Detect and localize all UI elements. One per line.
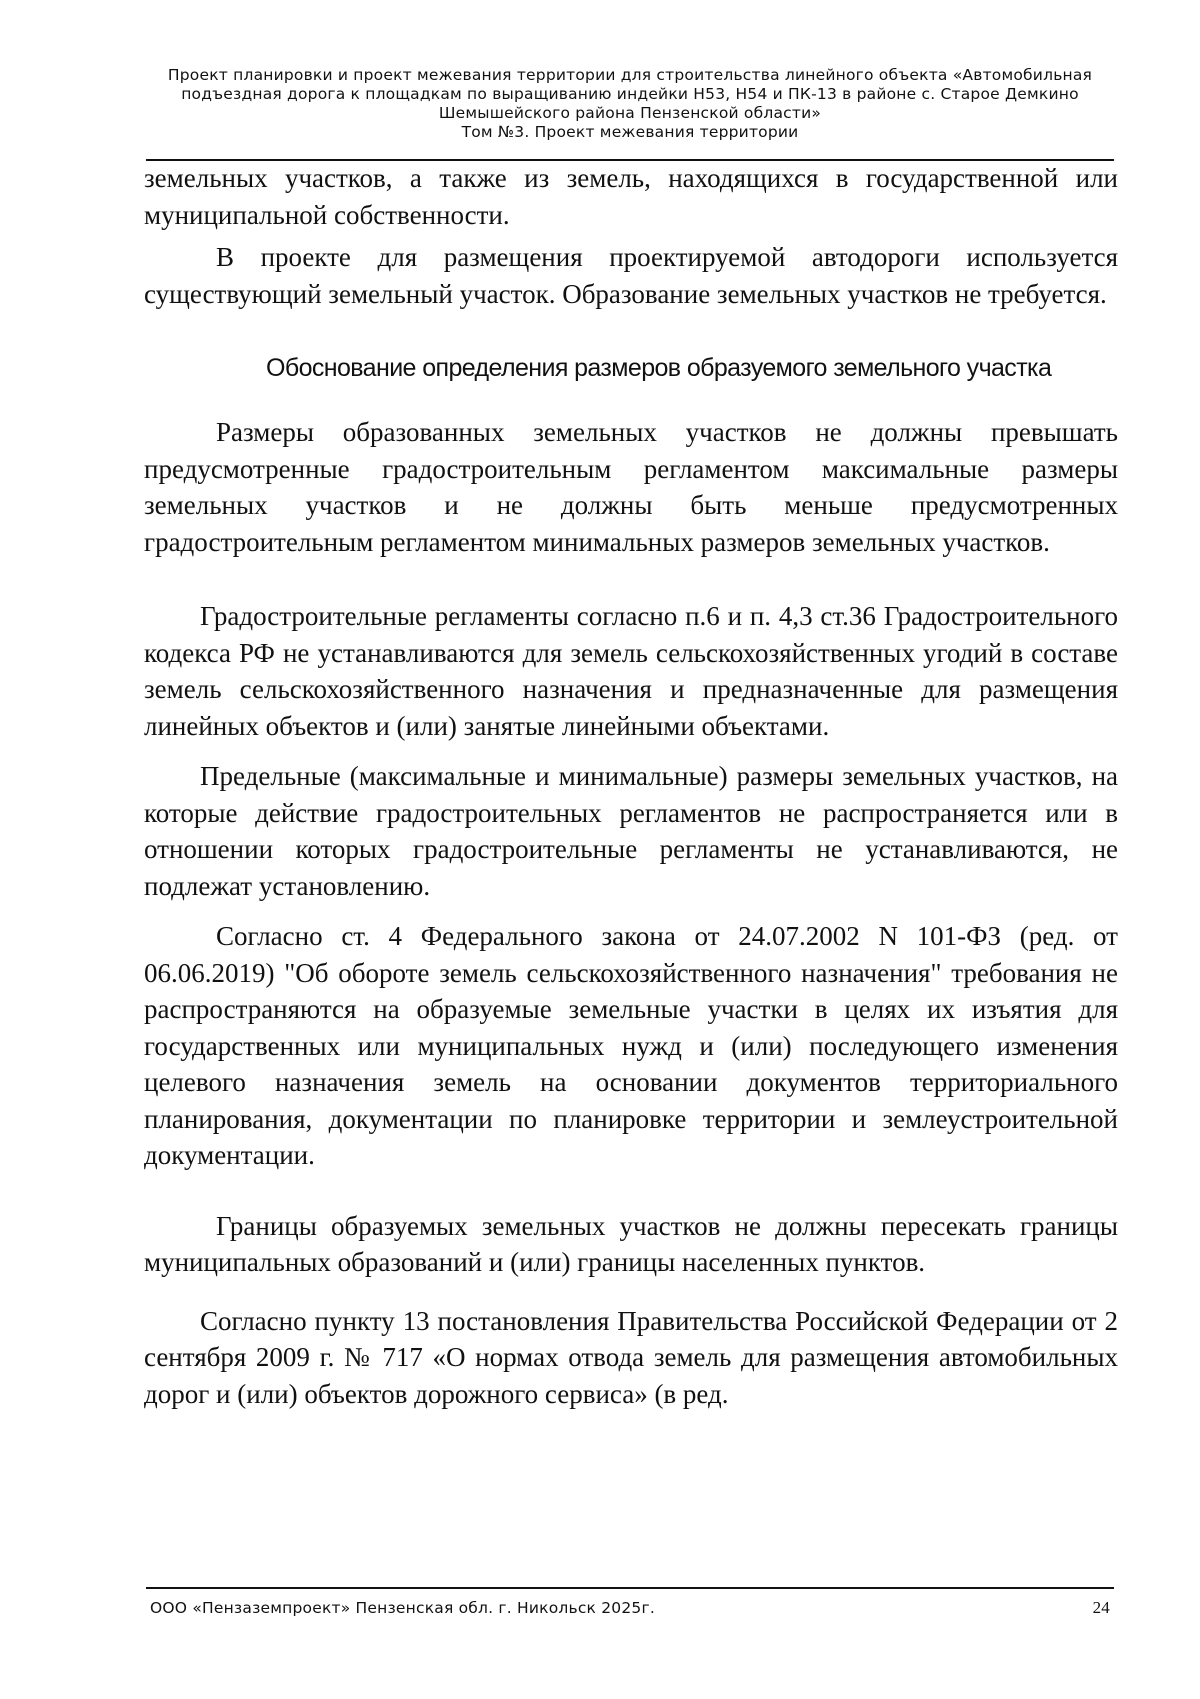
page-number: 24: [1092, 1598, 1110, 1617]
section-heading: Обоснование определения размеров образуемого земельного участка: [266, 354, 1052, 382]
paragraph-existing-plot: В проекте для размещения проектируемой автодороги используется существующий земельный участок. Образование земельных участков не требуется.: [144, 242, 1118, 309]
paragraph-limit-sizes: Предельные (максимальные и минимальные) размеры земельных участков, на которые действие градостроительных регламентов не распространяется или в отношении которых градостроительные регламенты не устанавливаются, не подлежат установлению.: [144, 761, 1118, 901]
footer-organization: ООО «Пензаземпроект» Пензенская обл. г. Никольск 2025г.: [150, 1599, 655, 1617]
document-body: [144, 160, 1118, 1412]
paragraph-federal-law: Согласно ст. 4 Федерального закона от 24.07.2002 N 101-ФЗ (ред. от 06.06.2019) "Об обороте земель сельскохозяйственного назначения" требования не распространяются на образуемые земельные участки в целях их изъятия для государственных или муниципальных нужд и (или) последующего изменения целевого назначения земель на основании документов территориального планирования, документации по планировке территории и землеустроительной документации.: [144, 921, 1118, 1170]
paragraph-continuation: земельных участков, а также из земель, находящихся в государственной или муниципальной собственности.: [144, 163, 1118, 230]
header-line-4: Том №3. Проект межевания территории: [461, 123, 799, 141]
footer-divider: [146, 1587, 1114, 1589]
header-line-1: Проект планировки и проект межевания территории для строительства линейного объекта «Автомобильная: [167, 66, 1093, 84]
paragraph-boundaries: Границы образуемых земельных участков не должны пересекать границы муниципальных образований и (или) границы населенных пунктов.: [144, 1210, 1118, 1277]
paragraph-plot-sizes: Размеры образованных земельных участков не должны превышать предусмотренные градостроительным регламентом максимальные размеры земельных участков и не должны быть меньше предусмотренных градостроительным регламентом минимальных размеров земельных участков.: [144, 417, 1118, 557]
header-line-3: Шемышейского района Пензенской области»: [438, 104, 822, 122]
running-header: [140, 66, 1120, 142]
header-line-2: подъездная дорога к площадкам по выращиванию индейки Н53, Н54 и ПК-13 в районе с. Старое Демкино: [181, 85, 1079, 103]
paragraph-government-decree: Согласно пункту 13 постановления Правительства Российской Федерации от 2 сентября 2009 г. № 717 «О нормах отвода земель для размещения автомобильных дорог и (или) объектов дорожного сервиса» (в ред.: [144, 1305, 1118, 1409]
paragraph-urban-regulations: Градостроительные регламенты согласно п.6 и п. 4,3 ст.36 Градостроительного кодекса РФ не устанавливаются для земель сельскохозяйственных угодий в составе земель сельскохозяйственного назначения и предназначенные для размещения линейных объектов и (или) занятые линейными объектами.: [144, 601, 1118, 741]
